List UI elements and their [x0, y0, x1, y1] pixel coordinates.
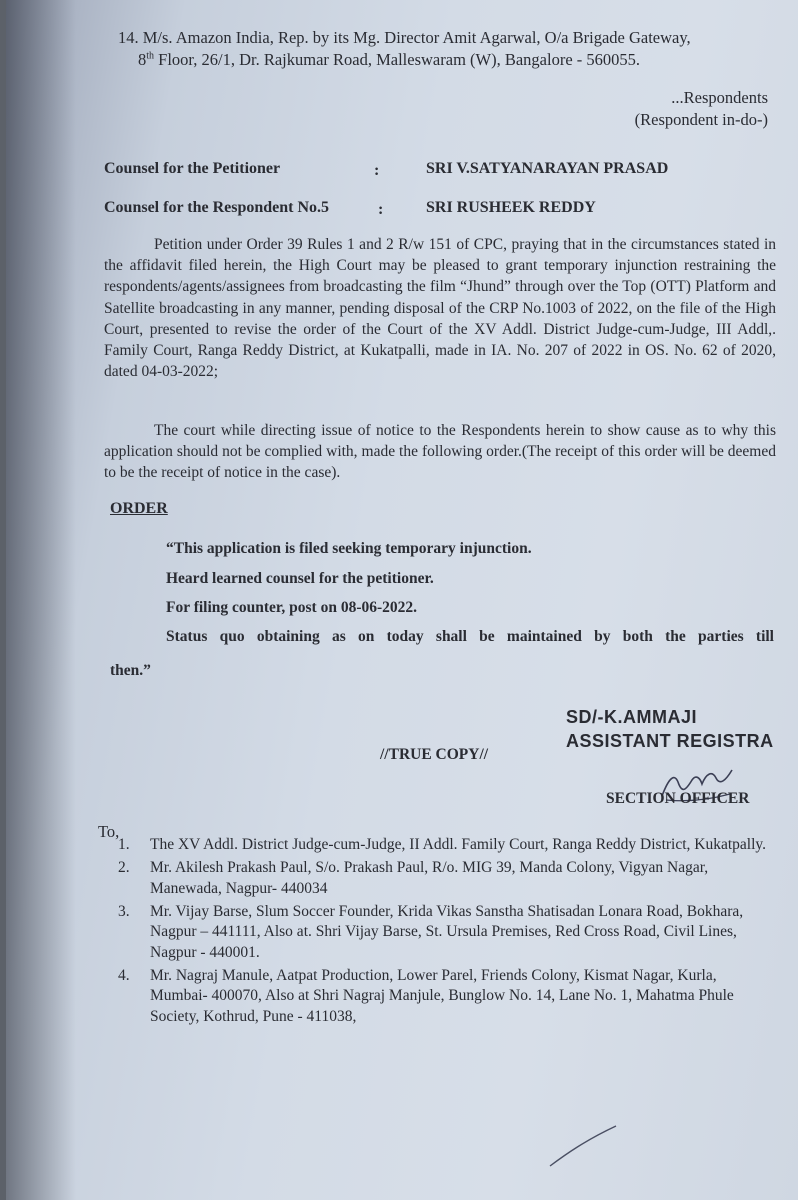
petitioner-counsel-label: Counsel for the Petitioner — [104, 160, 281, 177]
addressee-number: 2. — [118, 859, 130, 876]
court-order-page — [6, 0, 798, 1200]
order-heading: ORDER — [110, 500, 168, 517]
respondent-counsel-name: SRI RUSHEEK REDDY — [426, 199, 596, 216]
addressee-list — [118, 835, 778, 1030]
notice-text: The court while directing issue of notice to the Respondents herein to show cause as to why this application should not be complied with, made the following order.(The receipt of this order will be deemed to be the receipt of notice in the case). — [104, 422, 776, 482]
petitioner-counsel-name: SRI V.SATYANARAYAN PRASAD — [426, 160, 669, 177]
addressee-text: Mr. Vijay Barse, Slum Soccer Founder, Krida Vikas Sanstha Shatisadan Lonara Road, Bokhara, Nagpur – 441111, Also at. Shri Vijay Barse, St. Ursula Premises, Red Cross Road, Civil Lines, Nagpur - 440001. — [150, 902, 744, 961]
respondent-in-do: (Respondent in-do-) — [634, 110, 768, 129]
pen-mark — [546, 1120, 626, 1170]
addressee-item — [118, 835, 778, 856]
respondent-14-line1: 14. M/s. Amazon India, Rep. by its Mg. Director Amit Agarwal, O/a Brigade Gateway, — [118, 28, 691, 47]
notice-paragraph — [104, 420, 776, 484]
respondent-counsel-label: Counsel for the Respondent No.5 — [104, 199, 330, 216]
to-label: To, — [98, 822, 120, 841]
floor-number: 8 — [138, 50, 147, 69]
true-copy-label: //TRUE COPY// — [380, 746, 489, 763]
order-line-3: For filing counter, post on 08-06-2022. — [166, 599, 418, 616]
addressee-text: Mr. Nagraj Manule, Aatpat Production, Lower Parel, Friends Colony, Kismat Nagar, Kurla, Mumbai- 400070, Also at Shri Nagraj Manjule, Bunglow No. 14, Lane No. 1, Mahatma Phule Society, Kothrud, Pune - 411038, — [150, 966, 734, 1025]
addressee-text: Mr. Akilesh Prakash Paul, S/o. Prakash Paul, R/o. MIG 39, Manda Colony, Vigyan Nagar, Manewada, Nagpur- 440034 — [150, 859, 709, 897]
page-shadow — [6, 0, 76, 1200]
addressee-item — [118, 858, 778, 899]
petitioner-counsel-colon: : — [374, 162, 380, 179]
respondent-14-line2 — [138, 50, 640, 70]
petition-paragraph — [104, 234, 776, 382]
addressee-number: 1. — [118, 836, 130, 853]
addressee-text: The XV Addl. District Judge-cum-Judge, II Addl. Family Court, Ranga Reddy District, Kukatpally. — [150, 836, 767, 853]
order-line-2: Heard learned counsel for the petitioner. — [166, 570, 434, 587]
addressee-item — [118, 902, 778, 964]
signatory-name: SD/-K.AMMAJI — [566, 707, 697, 727]
addressee-number: 3. — [118, 902, 130, 920]
floor-suffix: th — [146, 50, 155, 62]
signatory-title: ASSISTANT REGISTRA — [566, 731, 774, 751]
addressee-number: 4. — [118, 966, 130, 984]
petition-text: Petition under Order 39 Rules 1 and 2 R/w 151 of CPC, praying that in the circumstances stated in the affidavit filed herein, the High Court may be pleased to grant temporary injunction restraining the respondents/agents/assignees from broadcasting the film “Jhund” through over the Top (OTT) Platform and Satellite broadcasting in any manner, pending disposal of the CRP No.1003 of 2022, on the file of the High Court, presented to revise the order of the Court of the XV Addl. District Judge-cum-Judge, III Addl,. Family Court, Ranga Reddy District, at Kukatpalli, made in IA. No. 207 of 2022 in OS. No. 62 of 2020, dated 04-03-2022; — [104, 236, 776, 381]
section-officer-label: SECTION OFFICER — [606, 790, 750, 807]
order-line-4: Status quo obtaining as on today shall be maintained by both the parties till — [166, 628, 774, 645]
respondent-counsel-colon: : — [378, 201, 384, 218]
order-line-5: then.” — [110, 662, 151, 679]
order-line-1: “This application is filed seeking temporary injunction. — [166, 540, 532, 557]
addressee-item — [118, 966, 778, 1028]
respondents-label: ...Respondents — [671, 88, 768, 107]
address-rest: Floor, 26/1, Dr. Rajkumar Road, Malleswaram (W), Bangalore - 560055. — [154, 50, 641, 69]
signatory-block — [566, 705, 774, 753]
